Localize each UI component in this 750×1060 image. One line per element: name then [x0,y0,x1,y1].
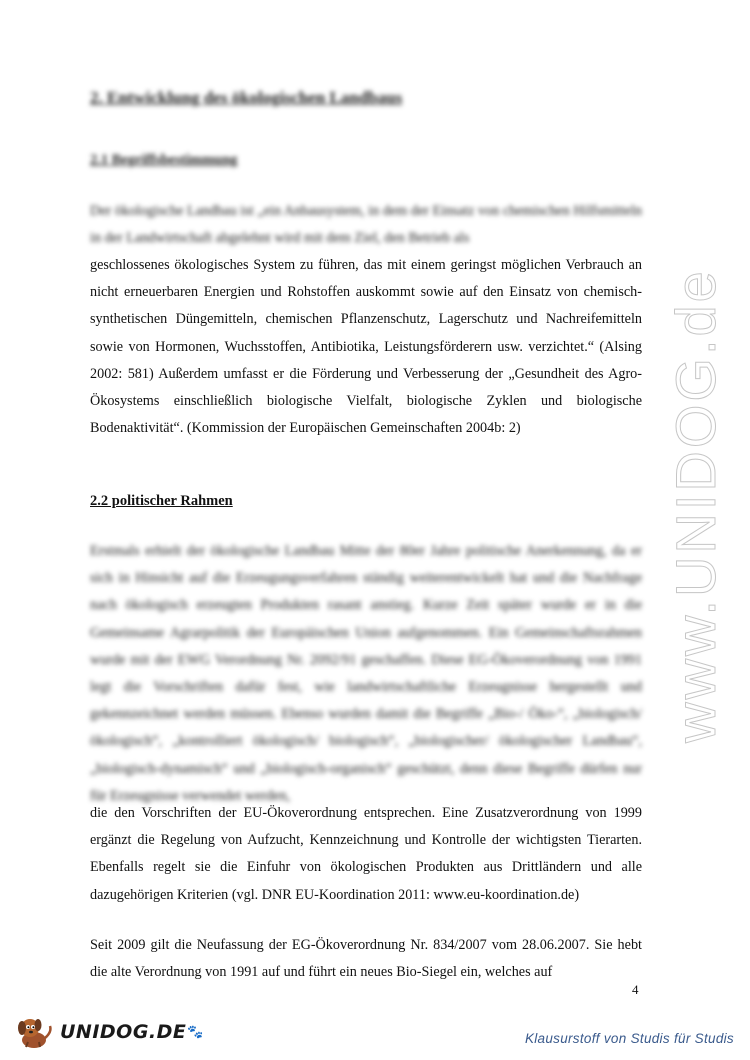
paragraph-3: Seit 2009 gilt die Neufassung der EG-Ökoverordnung Nr. 834/2007 vom 28.06.2007. Sie hebt die alte Verordnung von 1991 auf und führt ein neues Bio-Siegel ein, welches auf [90,937,642,981]
paragraph-2: die den Vorschriften der EU-Ökoverordnung entsprechen. Eine Zusatzverordnung von 1999 ergänzt die Regelung von Aufzucht, Kennzeichnung und Kontrolle der wichtigsten Tierarten. Ebenfalls regelt sie die Einfuhr von ökologischen Produkten aus Drittländern und alle dazugehörigen Kriterien (vgl. DNR EU-Koordination 2011: www.eu-koordination.de) [90,805,642,903]
paw-icon: 🐾 [187,1024,204,1039]
page-number: 4 [632,982,639,997]
footer-logo-text: UNIDOG.DE [60,1021,187,1043]
paragraph-1: geschlossenes ökologisches System zu führen, das mit einem geringst möglichen Verbrauch an nicht erneuerbaren Energien und Rohstoffen auskommt sowie auf den Einsatz von chemisch-synthetischen Düngemitteln, chemischen Pflanzenschutz, Lagerschutz und Nachreifemitteln sowie von Hormonen, Wuchsstoffen, Antibiotika, Leistungsförderern usw. verzichtet.“ (Alsing 2002: 581) Außerdem umfasst er die Förderung und Verbesserung der „Gesundheit des Agro-Ökosystems einschließlich biologische Vielfalt, biologische Zyklen und biologische Bodenaktivität“. (Kommission der Europäischen Gemeinschaften 2004b: 2) [90,257,642,437]
paragraph-2-blurred: Erstmals erhielt der ökologische Landbau Mitte der 80er Jahre politische Anerkennung, da er sich in Hinsicht auf die Erzeugungsverfahren ständig weiterentwickelt hat und die Nachfrage nach ökologisch erzeugten Produkten rasant anstieg. Kurze Zeit später wurde er in die Gemeinsame Agrarpolitik der Europäischen Union aufgenommen. Ein Gemeinschaftsrahmen wurde mit der EWG Verordnung Nr. 2092/91 geschaffen. Diese EG-Ökoverordnung von 1991 legt die Vorschriften dafür fest, wie landwirtschaftliche Erzeugnisse hergestellt und gekennzeichnet werden müssen. Ebenso wurden damit die Begriffe „Bio-/ Öko-“, „biologisch/ ökologisch“, „kontrolliert ökologisch/ biologisch“, „biologischer/ ökologischer Landbau“, „biologisch-dynamisch“ und „biologisch-organisch“ geschützt, denn diese Begriffe dürfen nur für Erzeugnisse verwendet werden, [90,543,642,804]
footer-slogan: Klausurstoff von Studis für Studis [524,1031,734,1046]
paragraph-1-blurred: Der ökologische Landbau ist „ein Anbausystem, in dem der Einsatz von chemischen Hilfsmitteln in der Landwirtschaft abgelehnt wird mit dem Ziel, den Betrieb als [90,203,642,247]
watermark [655,267,735,743]
section-heading-2-2: 2.2 politischer Rahmen [90,493,233,509]
footer-logo [14,1014,204,1050]
section-heading-2-1: 2.1 Begriffsbestimmung [90,152,238,168]
watermark-text: www.UNIDOG.de [663,267,727,743]
main-heading: 2. Entwicklung des ökologischen Landbaus [90,88,403,107]
dog-mascot-icon [14,1014,58,1050]
